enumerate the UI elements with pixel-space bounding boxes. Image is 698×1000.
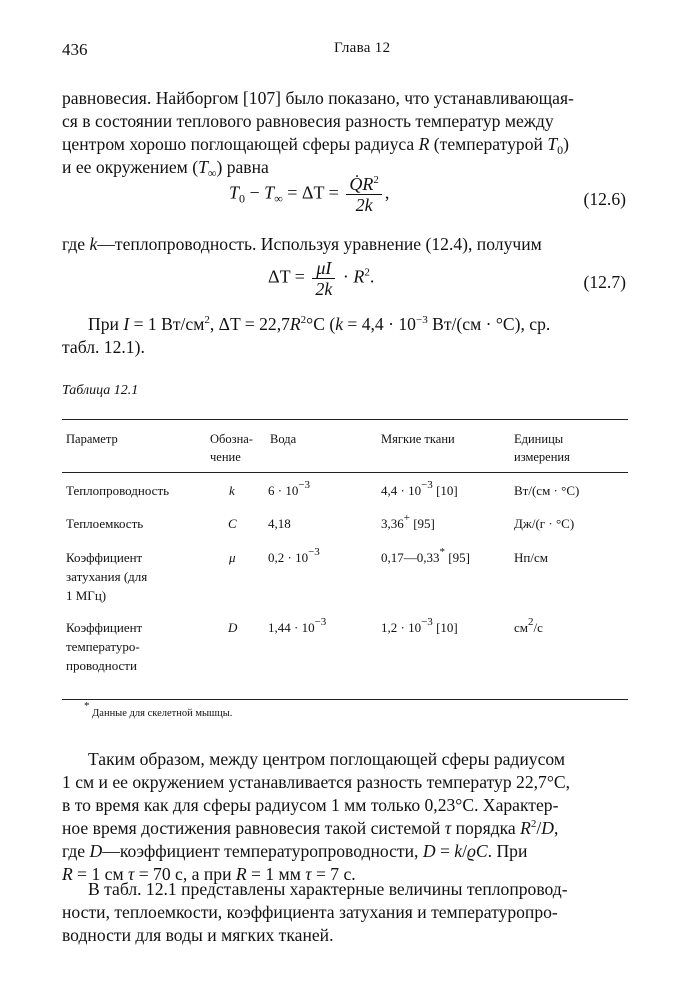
cell-water: $0,2 \cdot 10^{-3}$ — [268, 546, 320, 565]
header-parameter: Параметр — [66, 432, 118, 446]
equation-12-6: $T_0 - T_\infty = \Delta T$ = $\frac{Q̇R^2}{2k}$ , — [229, 174, 390, 215]
cell-parameter: Коэффициент затухания (для 1 МГц) — [66, 550, 148, 603]
cell-parameter: Теплоемкость — [66, 516, 144, 531]
equation-number: (12.6) — [583, 189, 626, 209]
text-line: ное время достижения равновесия такой системой τ порядка $R^2/D$, — [62, 818, 559, 838]
paragraph-summary — [62, 878, 628, 947]
cell-units: Нп/см — [514, 550, 548, 565]
table-header-rule — [62, 472, 628, 473]
text-line: в то время как для сферы радиусом 1 мм только 0,23°C. Характер- — [62, 795, 559, 815]
chapter-title: Глава 12 — [334, 40, 391, 56]
paragraph-values — [62, 313, 628, 359]
text-line: При I = 1 $Вт/см^2$, $\Delta T = 22,7R^2^\circ C$ ($k = 4,4 \cdot 10^{-3}$ Вт/(см · °C), ср. — [88, 314, 551, 334]
table-caption: Таблица 12.1 — [62, 383, 139, 398]
table-bottom-rule — [62, 699, 628, 700]
text-line: ся в состоянии теплового равновесия разность температур между — [62, 111, 554, 131]
page-number: 436 — [62, 40, 88, 59]
text-line: центром хорошо поглощающей сферы радиуса R (температурой $T_0$) — [62, 134, 569, 157]
text-line: равновесия. Найборгом [107] было показано, что устанавливающая- — [62, 88, 574, 108]
cell-symbol: C — [228, 516, 237, 531]
cell-units: Вт/(см · °C) — [514, 483, 580, 498]
fraction: $\frac{Q̇R^2}{2k}$ — [346, 174, 382, 215]
equation-12-7: ΔT = $\frac{\mu I}{2k}$ · $R^2$. — [268, 258, 375, 299]
cell-symbol: μ — [229, 550, 236, 565]
cell-water: 4,18 — [268, 516, 291, 531]
cell-parameter: Коэффициент температуро- проводности — [66, 620, 143, 673]
text-line: и ее окружением $(T_\infty)$ равна — [62, 157, 269, 180]
paragraph-conclusion — [62, 748, 628, 886]
text-line: R = 1 см τ = 70 с, а при R = 1 мм τ = 7 с. — [62, 864, 356, 884]
paragraph-intro — [62, 87, 628, 179]
text-line: ности, теплоемкости, коэффициента затухания и температуропро- — [62, 902, 558, 922]
text-line: 1 см и ее окружением устанавливается разность температур 22,7°C, — [62, 772, 570, 792]
cell-symbol: D — [228, 620, 238, 635]
paragraph-where — [62, 233, 628, 256]
header-water: Вода — [270, 432, 297, 446]
cell-symbol: k — [229, 483, 235, 498]
table-top-rule — [62, 419, 628, 420]
text-line: Таким образом, между центром поглощающей сферы радиусом — [88, 749, 565, 769]
cell-units: $см^2/с$ — [514, 616, 543, 635]
cell-soft-tissue: $4,4 \cdot 10^{-3}$ [10] — [381, 479, 458, 498]
cell-water: $1,44 \cdot 10^{-3}$ — [268, 616, 327, 635]
text-line: табл. 12.1). — [62, 337, 145, 357]
cell-parameter: Теплопроводность — [66, 483, 170, 498]
equation-number: (12.7) — [583, 272, 626, 292]
fraction: $\frac{\mu I}{2k}$ — [312, 258, 335, 299]
cell-soft-tissue: $1,2 \cdot 10^{-3}$ [10] — [381, 616, 458, 635]
text-line: водности для воды и мягких тканей. — [62, 925, 334, 945]
text-line: В табл. 12.1 представлены характерные величины теплопровод- — [88, 879, 568, 899]
cell-water: $6 \cdot 10^{-3}$ — [268, 479, 311, 498]
header-symbol: Обозна- чение — [210, 432, 253, 464]
text-line: где k—теплопроводность. Используя уравнение (12.4), получим — [62, 234, 542, 254]
text-line: где D—коэффициент температуропроводности, D = k/ϱC. При — [62, 841, 528, 861]
cell-soft-tissue: 0,17—0,33* [95] — [381, 546, 470, 565]
table-footnote: * Данные для скелетной мышцы. — [84, 700, 233, 719]
cell-units: Дж/(г · °C) — [514, 516, 575, 531]
cell-soft-tissue: 3,36+ [95] — [381, 512, 435, 531]
header-soft-tissue: Мягкие ткани — [381, 432, 455, 446]
header-units: Единицы измерения — [514, 432, 570, 464]
